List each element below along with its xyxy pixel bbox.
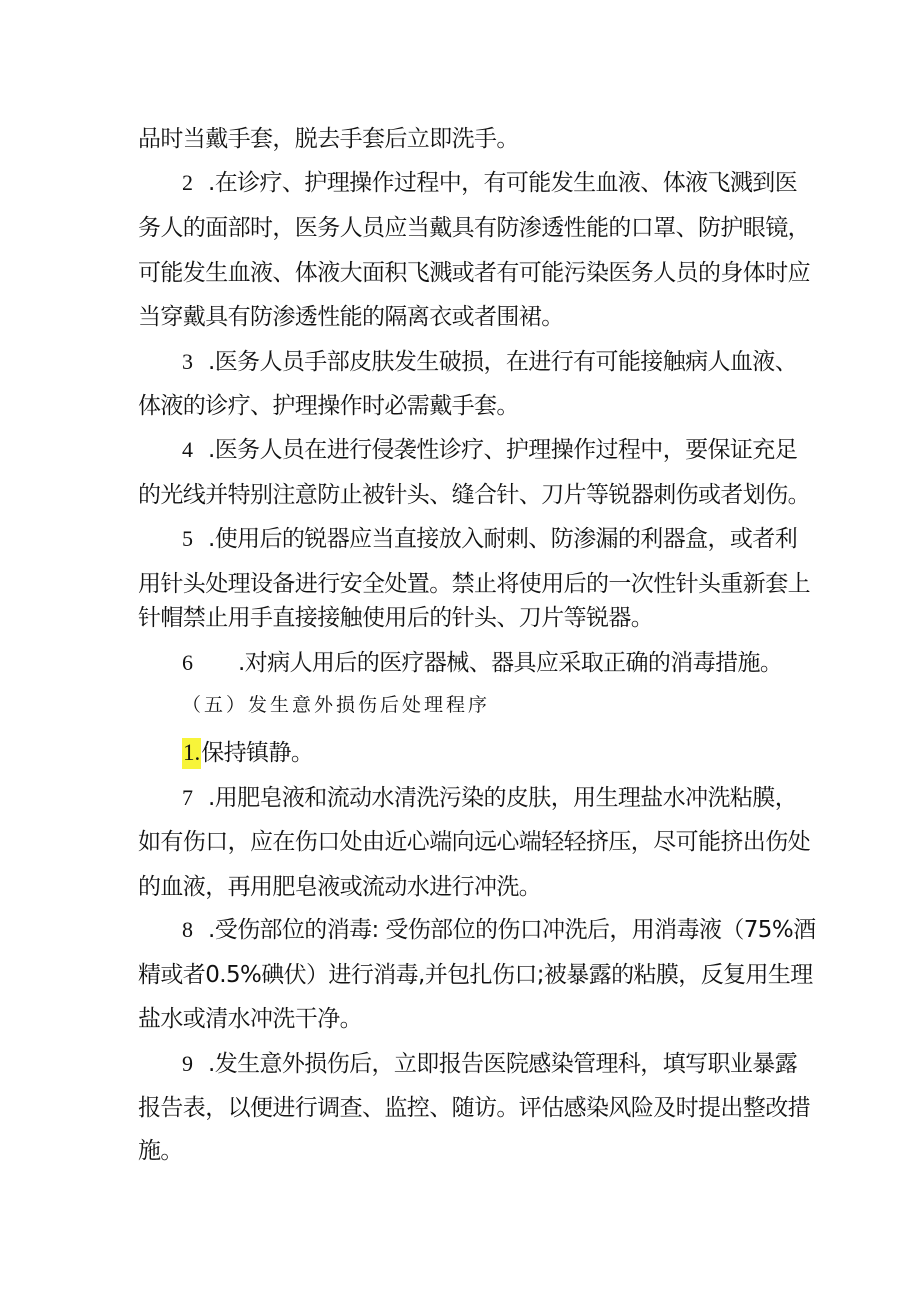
paragraph-text: .用肥皂液和流动水清洗污染的皮肤，用生理盐水冲洗粘膜， <box>208 785 798 811</box>
paragraph-line: 当穿戴具有防渗透性能的隔离衣或者围裙。 <box>138 304 564 330</box>
paragraph-line: 体液的诊疗、护理操作时必需戴手套。 <box>138 393 519 419</box>
item-number: 9 <box>182 1051 193 1076</box>
paragraph-text: .使用后的锐器应当直接放入耐刺、防渗漏的利器盒，或者利 <box>208 526 798 552</box>
paragraph-line: 施。 <box>138 1138 183 1164</box>
section-heading: （五）发生意外损伤后处理程序 <box>182 694 491 716</box>
paragraph-text: .受伤部位的消毒: 受伤部位的伤口冲洗后，用消毒液（75%酒 <box>208 917 816 943</box>
item-number: 6 <box>182 650 193 675</box>
highlighted-step-1 <box>182 738 313 768</box>
paragraph-line: 可能发生血液、体液大面积飞溅或者有可能污染医务人员的身体时应 <box>138 260 811 286</box>
item-number: 8 <box>182 917 193 942</box>
numbered-paragraph-6 <box>182 648 782 678</box>
paragraph-text: .对病人用后的医疗器械、器具应采取正确的消毒措施。 <box>238 650 783 676</box>
paragraph-line: 精或者0.5%碘伏）进行消毒,并包扎伤口;被暴露的粘膜，反复用生理 <box>138 962 813 988</box>
paragraph-text: .在诊疗、护理操作过程中，有可能发生血液、体液飞溅到医 <box>208 170 798 196</box>
numbered-paragraph-3 <box>182 347 797 377</box>
paragraph-line: 针帽禁止用手直接接触使用后的针头、刀片等锐器。 <box>138 605 654 631</box>
paragraph-line: 品时当戴手套，脱去手套后立即洗手。 <box>138 126 519 152</box>
item-number: 7 <box>182 785 193 810</box>
paragraph-line: 盐水或清水冲洗干净。 <box>138 1006 363 1032</box>
paragraph-text: .医务人员手部皮肤发生破损，在进行有可能接触病人血液、 <box>208 349 798 375</box>
paragraph-line: 如有伤口，应在伤口处由近心端向远心端轻轻挤压，尽可能挤出伤处 <box>138 829 811 855</box>
paragraph-text: 保持镇静。 <box>201 740 314 766</box>
highlighted-number: 1. <box>182 738 201 769</box>
item-number: 2 <box>182 170 193 195</box>
paragraph-text: .医务人员在进行侵袭性诊疗、护理操作过程中，要保证充足 <box>208 437 798 463</box>
numbered-paragraph-8 <box>182 915 816 945</box>
numbered-paragraph-9 <box>182 1049 797 1079</box>
numbered-paragraph-7 <box>182 783 797 813</box>
item-number: 5 <box>182 526 193 551</box>
item-number: 3 <box>182 349 193 374</box>
paragraph-line: 的光线并特别注意防止被针头、缝合针、刀片等锐器刺伤或者划伤。 <box>138 482 811 508</box>
paragraph-line: 报告表，以便进行调查、监控、随访。评估感染风险及时提出整改措 <box>138 1095 811 1121</box>
paragraph-line: 用针头处理设备进行安全处置。禁止将使用后的一次性针头重新套上 <box>138 571 811 597</box>
paragraph-line: 务人的面部时，医务人员应当戴具有防渗透性能的口罩、防护眼镜， <box>138 215 811 241</box>
numbered-paragraph-2 <box>182 168 797 198</box>
paragraph-text: .发生意外损伤后，立即报告医院感染管理科，填写职业暴露 <box>208 1051 798 1077</box>
numbered-paragraph-5 <box>182 524 797 554</box>
paragraph-line: 的血液，再用肥皂液或流动水进行冲洗。 <box>138 874 542 900</box>
item-number: 4 <box>182 437 193 462</box>
numbered-paragraph-4 <box>182 435 797 465</box>
